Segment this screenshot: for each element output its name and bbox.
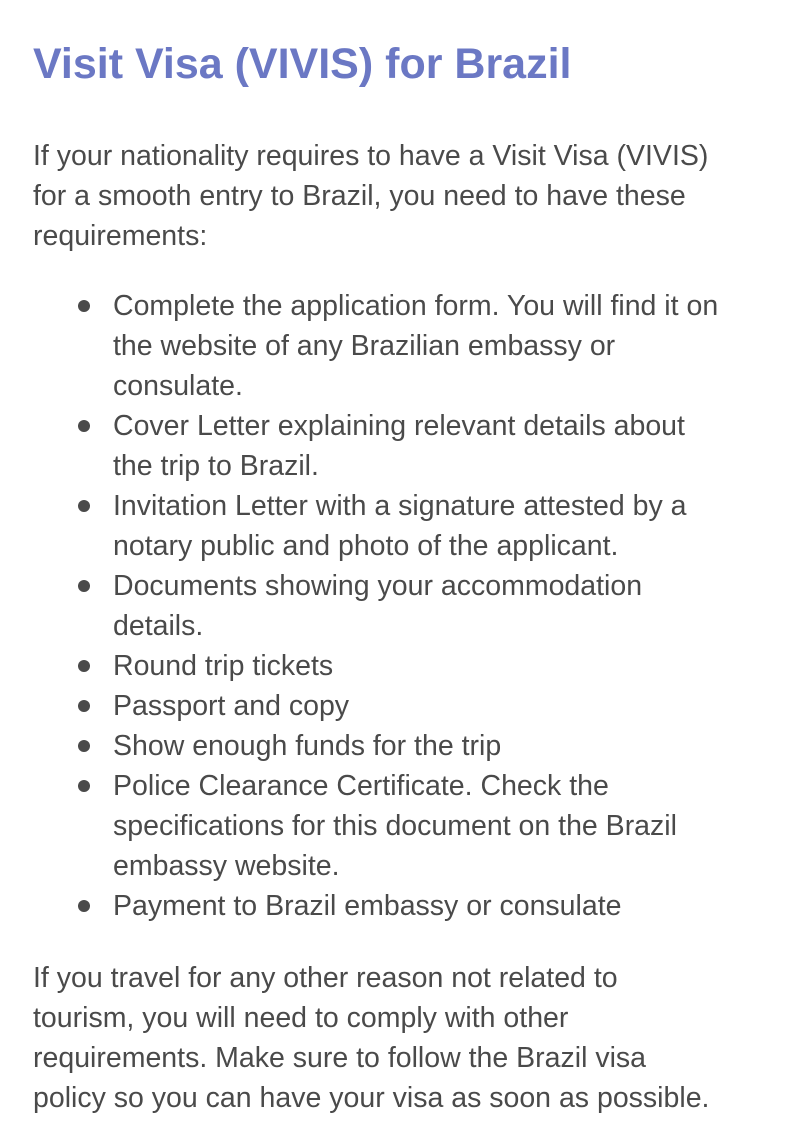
intro-line: for a smooth entry to Brazil, you need to have these (33, 180, 686, 212)
bullet-icon (78, 500, 90, 512)
requirement-line: Cover Letter explaining relevant details about (113, 410, 685, 442)
closing-line: requirements. Make sure to follow the Brazil visa (33, 1042, 647, 1074)
requirement-line: Police Clearance Certificate. Check the (113, 770, 609, 802)
requirement-item-payment (33, 886, 803, 926)
page-title: Visit Visa (VIVIS) for Brazil (33, 40, 572, 88)
closing-paragraph (33, 958, 803, 1118)
requirement-item-round-trip (33, 646, 803, 686)
bullet-icon (78, 300, 90, 312)
bullet-icon (78, 700, 90, 712)
closing-line: policy so you can have your visa as soon as possible. (33, 1082, 710, 1114)
intro-line: If your nationality requires to have a Visit Visa (VIVIS) (33, 140, 709, 172)
bullet-icon (78, 740, 90, 752)
requirement-item-funds (33, 726, 803, 766)
intro-line: requirements: (33, 220, 208, 252)
requirements-list (33, 286, 803, 926)
requirement-line: the website of any Brazilian embassy or (113, 330, 616, 362)
requirement-line: Documents showing your accommodation (113, 570, 643, 602)
requirement-line: notary public and photo of the applicant. (113, 530, 619, 562)
requirement-line: Complete the application form. You will find it on (113, 290, 719, 322)
bullet-icon (78, 580, 90, 592)
bullet-icon (78, 900, 90, 912)
requirement-item-passport (33, 686, 803, 726)
requirement-line: Round trip tickets (113, 650, 334, 682)
requirement-line: Show enough funds for the trip (113, 730, 502, 762)
closing-line: If you travel for any other reason not related to (33, 962, 618, 994)
requirement-item-cover-letter (33, 406, 803, 486)
bullet-icon (78, 780, 90, 792)
requirement-item-invitation-letter (33, 486, 803, 566)
requirement-line: Passport and copy (113, 690, 350, 722)
bullet-icon (78, 660, 90, 672)
requirement-item-accommodation (33, 566, 803, 646)
intro-paragraph (33, 136, 798, 256)
requirement-line: Payment to Brazil embassy or consulate (113, 890, 622, 922)
requirement-line: the trip to Brazil. (113, 450, 319, 482)
requirement-line: Invitation Letter with a signature attested by a (113, 490, 687, 522)
requirement-line: specifications for this document on the Brazil (113, 810, 677, 842)
requirement-item-police-clearance (33, 766, 803, 886)
closing-line: tourism, you will need to comply with other (33, 1002, 569, 1034)
requirement-line: embassy website. (113, 850, 340, 882)
requirement-line: consulate. (113, 370, 243, 402)
requirement-line: details. (113, 610, 204, 642)
bullet-icon (78, 420, 90, 432)
requirement-item-application-form (33, 286, 803, 406)
